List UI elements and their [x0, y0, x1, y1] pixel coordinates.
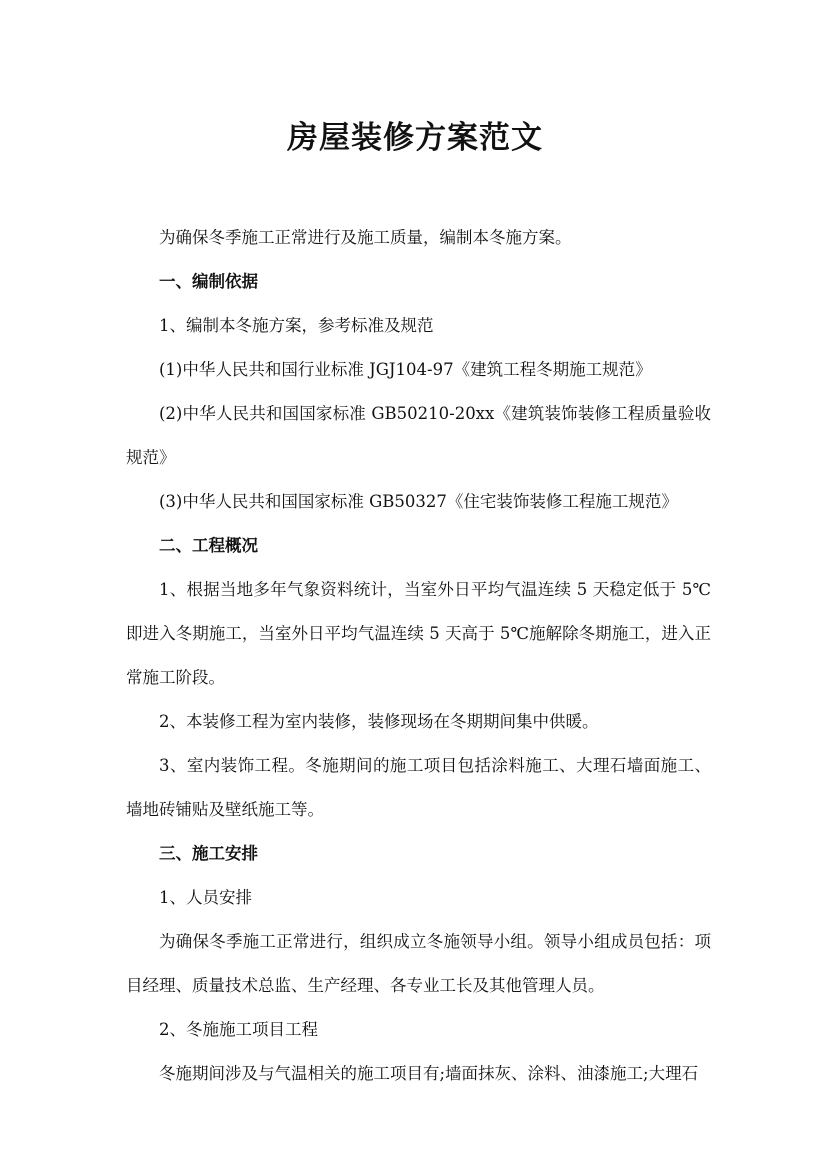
paragraph: 为确保冬季施工正常进行，组织成立冬施领导小组。领导小组成员包括：项目经理、质量技术总监、生产经理、各专业工长及其他管理人员。	[126, 932, 711, 995]
paragraph: 2、本装修工程为室内装修，装修现场在冬期期间集中供暖。	[159, 712, 599, 731]
paragraph: 1、人员安排	[159, 888, 252, 907]
section-heading: 三、施工安排	[159, 844, 258, 863]
section-heading: 一、编制依据	[159, 272, 258, 291]
paragraph: (1)中华人民共和国行业标准 JGJ104-97《建筑工程冬期施工规范》	[159, 360, 652, 379]
section-heading: 二、工程概况	[159, 536, 258, 555]
paragraph: (2)中华人民共和国国家标准 GB50210-20xx《建筑装饰装修工程质量验收规范》	[126, 404, 711, 467]
paragraph: 为确保冬季施工正常进行及施工质量，编制本冬施方案。	[159, 228, 572, 247]
paragraph: 2、冬施施工项目工程	[159, 1020, 318, 1039]
paragraph: 1、根据当地多年气象资料统计，当室外日平均气温连续 5 天稳定低于 5℃即进入冬期施工，当室外日平均气温连续 5 天高于 5℃施解除冬期施工，进入正常施工阶段。	[126, 580, 711, 687]
paragraph: 冬施期间涉及与气温相关的施工项目有;墙面抹灰、涂料、油漆施工;大理石	[159, 1064, 699, 1083]
paragraph: (3)中华人民共和国国家标准 GB50327《住宅装饰装修工程施工规范》	[159, 492, 678, 511]
document-title: 房屋装修方案范文	[287, 120, 543, 156]
paragraph: 1、编制本冬施方案，参考标准及规范	[159, 316, 434, 335]
document-body	[126, 216, 711, 1096]
paragraph: 3、室内装饰工程。冬施期间的施工项目包括涂料施工、大理石墙面施工、墙地砖铺贴及壁纸施工等。	[126, 756, 711, 819]
